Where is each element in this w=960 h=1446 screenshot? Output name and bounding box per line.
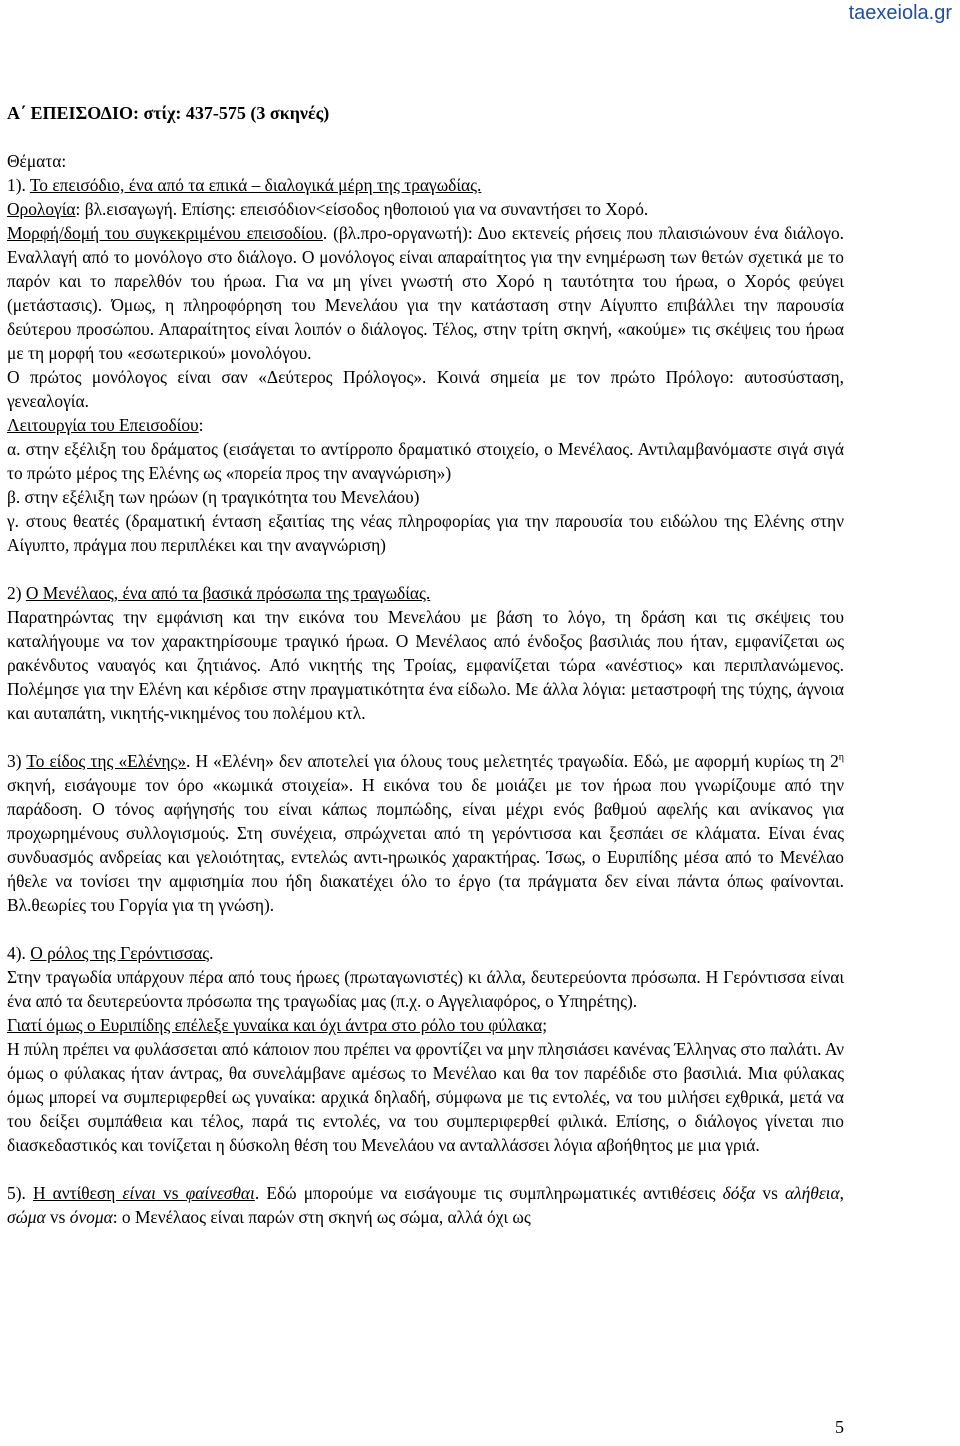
section-5-body-b: : ο Μενέλαος είναι παρών στη σκηνή ως σώμα, αλλά όχι ως bbox=[112, 1207, 531, 1227]
vs-2: vs bbox=[45, 1207, 70, 1227]
page-number: 5 bbox=[835, 1417, 844, 1437]
section-4-title: Ο ρόλος της Γερόντισσας bbox=[30, 943, 210, 963]
structure-label: Μορφή/δομή του συγκεκριμένου επεισοδίου bbox=[7, 223, 323, 243]
spacer bbox=[7, 1157, 844, 1181]
function-item-c: γ. στους θεατές (δραματική ένταση εξαιτίας της νέας πληροφορίας για την παρουσία του ειδώλου της Ελένης στην Αίγυπτο, πράγμα που περιπλέκει και την αναγνώριση) bbox=[7, 511, 844, 555]
prologue-paragraph: Ο πρώτος μονόλογος είναι σαν «Δεύτερος Πρόλογος». Κοινά σημεία με τον πρώτο Πρόλογο: αυτοσύσταση, γενεαλογία. bbox=[7, 367, 844, 411]
spacer bbox=[7, 557, 844, 581]
section-3-body-b: σκηνή, εισάγουμε τον όρο «κωμικά στοιχεία». Η εικόνα του δε μοιάζει με τον ήρωα που γνωρίζουμε από την παράδοση. Ο τόνος αφήγησής του είναι κάπως πομπώδης, είναι μέχρι ενός βαθμού αφελής και ανίκανος για προχωρημένους συλλογισμούς. Στη συνέχεια, σπρώχνεται από τη γερόντισσα και ξεσπάει σε κλάματα. Είναι ένας συνδυασμός ανδρείας και γελοιότητας, εντελώς αντι-ηρωικός χαρακτήρας. Ίσως, ο Ευριπίδης μέσα από το Μενέλαο ήθελε να τονίσει την αμφισημία που ήδη διακατέχει όλο το έργο (τα πράγματα δεν είναι πάντα όπως φαίνονται. Βλ.θεωρίες του Γοργία για τη γνώση). bbox=[7, 775, 844, 915]
section-3-superscript: η bbox=[838, 752, 844, 763]
function-item-b: β. στην εξέλιξη των ηρώων (η τραγικότητα του Μενελάου) bbox=[7, 487, 420, 507]
page-title: Α΄ ΕΠΕΙΣΟΔΙΟ: στίχ: 437-575 (3 σκηνές) bbox=[7, 103, 330, 123]
term-onoma: όνομα bbox=[69, 1207, 113, 1227]
terminology-line bbox=[7, 197, 844, 221]
section-2-number: 2) bbox=[7, 583, 26, 603]
spacer bbox=[7, 725, 844, 749]
function-label: Λειτουργία του Επεισοδίου bbox=[7, 415, 199, 435]
section-5-number: 5). bbox=[7, 1183, 33, 1203]
section-5-body-a: . Εδώ μπορούμε να εισάγουμε τις συμπληρωματικές αντιθέσεις bbox=[254, 1183, 723, 1203]
section-3-paragraph bbox=[7, 749, 844, 917]
section-4-body: Στην τραγωδία υπάρχουν πέρα από τους ήρωες (πρωταγωνιστές) κι άλλα, δευτερεύοντα πρόσωπα. Η Γερόντισσα είναι ένα από τα δευτερεύοντα πρόσωπα της τραγωδίας μας (π.χ. ο Αγγελιαφόρος, ο Υπηρέτης). bbox=[7, 967, 844, 1011]
section-4-question-text: Γιατί όμως ο Ευριπίδης επέλεξε γυναίκα και όχι άντρα στο ρόλο του φύλακα; bbox=[7, 1015, 548, 1035]
section-4-question bbox=[7, 1013, 844, 1037]
comma: , bbox=[839, 1183, 845, 1203]
function-colon: : bbox=[198, 415, 204, 435]
site-header[interactable]: taexeiola.gr bbox=[848, 2, 952, 24]
section-4-answer: Η πύλη πρέπει να φυλάσσεται από κάποιον που πρέπει να φροντίζει να μην πλησιάσει κανένας Έλληνας στο παλάτι. Αν όμως ο φύλακας ήταν άντρας, θα συνελάμβανε αμέσως το Μενέλαο και θα τον παρέδιδε στο βασιλιά. Μια φύλακας όμως μπορεί να συμπεριφερθεί ως γυναίκα: αρχικά δηλαδή, σύμφωνα με τις εντολές, να του μιλήσει εχθρικά, μετά να του δείξει συμπάθεια και τέλος, παρά τις εντολές, να του συμπεριφερθεί φιλικά. Επίσης, ο διάλογος γίνεται πιο διασκεδαστικός και τονίζεται η δύσκολη θέση του Μενελάου να ανταλλάσσει λόγια αβοήθητος με μια γριά. bbox=[7, 1039, 844, 1155]
themes-label: Θέματα: bbox=[7, 151, 67, 171]
section-4-title-end: . bbox=[209, 943, 214, 963]
section-1-number: 1). bbox=[7, 175, 30, 195]
term-aletheia: αλήθεια bbox=[785, 1183, 840, 1203]
function-heading bbox=[7, 413, 844, 437]
term-doxa: δόξα bbox=[722, 1183, 756, 1203]
function-item-a: α. στην εξέλιξη του δράματος (εισάγεται το αντίρροπο δραματικό στοιχείο, ο Μενέλαος. Αντιλαμβανόμαστε σιγά σιγά το πρώτο μέρος της Ελένης ως «πορεία προς την αναγνώριση») bbox=[7, 439, 844, 483]
vs-1: vs bbox=[755, 1183, 785, 1203]
section-2-heading bbox=[7, 581, 844, 605]
section-3-body-a: . Η «Ελένη» δεν αποτελεί για όλους τους μελετητές τραγωδία. Εδώ, με αφορμή κυρίως τη 2 bbox=[186, 751, 839, 771]
section-4-number: 4). bbox=[7, 943, 31, 963]
section-5-title-d: φαίνεσθαι bbox=[185, 1183, 255, 1203]
section-1-title: Το επεισόδιο, ένα από τα επικά – διαλογικά μέρη της τραγωδίας. bbox=[29, 175, 482, 195]
section-5-title-b: είναι bbox=[122, 1183, 156, 1203]
section-5-title-a: Η αντίθεση bbox=[32, 1183, 123, 1203]
terminology-label: Ορολογία bbox=[7, 199, 76, 219]
structure-paragraph bbox=[7, 221, 844, 365]
term-soma: σώμα bbox=[7, 1207, 46, 1227]
section-5-title bbox=[33, 1183, 255, 1203]
section-2-title: Ο Μενέλαος, ένα από τα βασικά πρόσωπα της τραγωδίας. bbox=[25, 583, 431, 603]
document-page bbox=[7, 101, 844, 1229]
spacer bbox=[7, 917, 844, 941]
section-3-number: 3) bbox=[7, 751, 27, 771]
section-5-title-c: vs bbox=[155, 1183, 186, 1203]
structure-text: . (βλ.προ-οργανωτή): Δυο εκτενείς ρήσεις που πλαισιώνουν ένα διάλογο. Εναλλαγή από το μονόλογο στο διάλογο. Ο μονόλογος είναι απαραίτητος για την ενημέρωση των θετών σχετικά με το παρόν και το παρελθόν του ήρωα. Για να μη γίνει γνωστή στο Χορό η ταυτότητα του ήρωα, ο Χορός φεύγει (μετάστασις). Όμως, η πληροφόρηση του Μενελάου για την κατάσταση στην Αίγυπτο επιβάλλει την παρουσία δεύτερου προσώπου. Απαραίτητος είναι λοιπόν ο διάλογος. Τέλος, στην τρίτη σκηνή, «ακούμε» τις σκέψεις του ήρωα με τη μορφή του «εσωτερικού» μονολόγου. bbox=[7, 223, 844, 363]
section-3-title: Το είδος της «Ελένης» bbox=[26, 751, 187, 771]
section-2-body: Παρατηρώντας την εμφάνιση και την εικόνα του Μενελάου με βάση το λόγο, τη δράση και τις σκέψεις του καταλήγουμε να τον χαρακτηρίσουμε τραγικό ήρωα. Ο Μενέλαος από ένδοξος βασιλιάς που ήταν, εμφανίζεται ως ρακένδυτος ναυαγός και ζητιάνος. Από νικητής της Τροίας, εμφανίζεται τώρα «ανέστιος» και περιπλανώμενος. Πολέμησε για την Ελένη και κέρδισε στην πραγματικότητα ένα είδωλο. Με άλλα λόγια: μεταστροφή της τύχης, άγνοια και αυταπάτη, νικητής-νικημένος του πολέμου κτλ. bbox=[7, 607, 844, 723]
section-1-heading bbox=[7, 173, 844, 197]
section-4-heading bbox=[7, 941, 844, 965]
terminology-text: : βλ.εισαγωγή. Επίσης: επεισόδιον<είσοδος ηθοποιού για να συναντήσει το Χορό. bbox=[75, 199, 649, 219]
section-5-paragraph bbox=[7, 1181, 844, 1229]
